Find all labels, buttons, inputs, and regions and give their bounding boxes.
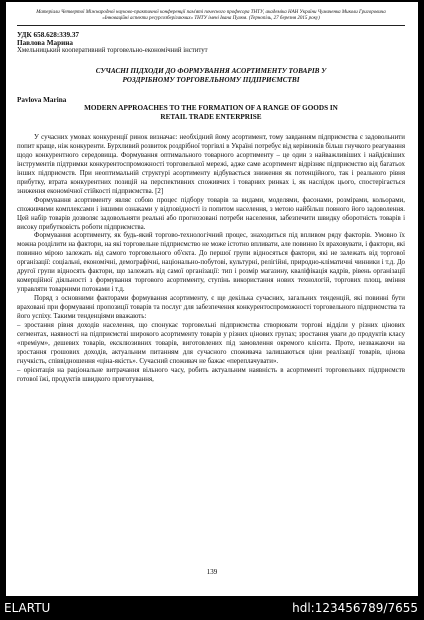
body-paragraph: Формування асортименту, як будь-який торгово-технологічний процес, знаходиться під впливом ряду факторів. Умовно їх можна розділити на фактори, на які торговельне підприємство не може істотно впливати, але повинно їх враховувати, і фактори, які повинно мірою залежать від самого торговельного об'єкта. До першої групи відносяться фактори, які не залежать від торгової організації: соціальні, економічні, демографічні, національно-побутові, культурні, релігійні, природно-кліматичні чинники і т.д. До другої групи відносять фактори, що залежать від самої організації: тип і розмір магазину, кваліфікація кадрів, рівень організації комерційної діяльності з формування торгового асортименту, ступінь використання нових технологій, торгових площ, вміння управляти товарними потоками і т.д. [17,232,405,294]
page-number: 139 [206,568,218,576]
title-ua-line: СУЧАСНІ ПІДХОДИ ДО ФОРМУВАННЯ АСОРТИМЕНТУ ТОВАРІВ У [95,67,327,75]
author-name-en: Pavlova Marina [17,96,67,104]
document-page [6,2,418,596]
body-paragraph: Поряд з основними факторами формування асортименту, є ще декілька сучасних, загальних тенденцій, які повинні бути враховані при формуванні пропозиції товарів та послуг для забезпечення конкурентоспроможності торговельного підприємства та його успіху. Такими тенденціями вважають: [17,295,405,321]
article-body [17,134,405,385]
title-en-line: MODERN APPROACHES TO THE FORMATION OF A RANGE OF GOODS IN [84,104,338,112]
title-en-line: RETAIL TRADE ENTERPRISE [160,113,262,121]
body-paragraph: – зростання рівня доходів населення, що спонукає торговельні підприємства створювати торгові відділи у різних цінових сегментах, наявності на підприємстві широкого асортименту товарів у різних цінових групах; зростання уваги до продуктів класу «преміум», дешевих товарів, ексклюзивних товарів, виготовлених під замовлення окремого клієнта. Проте, незважаючи на зростання грошових доходів, актуальним питанням для сучасного споживача залишаються ціни реалізації товарів, цінова гнучкість, співвідношення «ціна-якість». Сучасний споживач не бажає «переплачувати». [17,322,405,365]
title-ua-line: РОЗДРІБНОМУ ТОРГОВЕЛЬНОМУ ПІДПРИЄМСТВІ [122,76,300,84]
conference-header: Матеріали Четвертої Міжнародної науково-практичної конференції пам'яті почесного професора ТНТУ, академіка НАН України Чумаченка Миколи Григоровича «Інноваційні аспекти ресурсозберігаючих» ТНТУ імені Івана Пулюя. (Тернопіль, 27 березня 2015 року) [17,10,405,26]
handle-identifier[interactable]: hdl:123456789/7655 [292,601,418,615]
author-affiliation: Хмельницький кооперативний торговельно-економічний інститут [17,47,208,54]
author-name-ua: Павлова Марина [17,39,73,47]
repository-label: ELARTU [4,601,51,615]
udc-code: УДК 658.628:339.37 [17,31,80,39]
body-paragraph: У сучасних умовах конкуренції ринок визначає: необхідний йому асортимент, тому завданням підприємства є задовольнити попит краще, ніж конкуренти. Бурхливий розвиток роздрібної торгівлі в Україні потребує від керівників більш гнучкого реагування щодо конкурентного середовища. Формування оптимального товарного асортименту – це один з найважливіших і найдієвіших інструментів підтримки конкурентоспроможності торговельної мережі, адже саме асортимент відрізняє підприємство від багатьох інших підприємств. При неоптимальній структурі асортименту відбувається зниження як потенційного, так і реального рівня прибутку, втрата конкурентних позицій на перспективних споживчих і товарних ринках і, як наслідок цього, спостерігається зниження економічної стійкості підприємства. [2] [17,134,405,195]
article-title-en [17,104,405,122]
body-paragraph: Формування асортименту являє собою процес підбору товарів за видами, моделями, фасонами, розмірами, кольорами, споживчими комплексами і іншими ознаками у відповідності із попитом населення, з метою найбільш повного його задоволення. Цей набір товарів дозволяє задовольняти реальні або прогнозовані потреби населення, забезпечити швидку оборотність товарів і високу прибутковість роботи підприємства. [17,196,405,231]
viewer-footer-bar [0,598,424,620]
page-content [17,2,405,385]
article-title-ua [17,67,405,85]
body-paragraph: – орієнтація на раціональне витрачання вільного часу, робить актуальним наявність в асортименті торговельних підприємств готової їжі, продуктів швидкого приготування, [17,366,405,383]
